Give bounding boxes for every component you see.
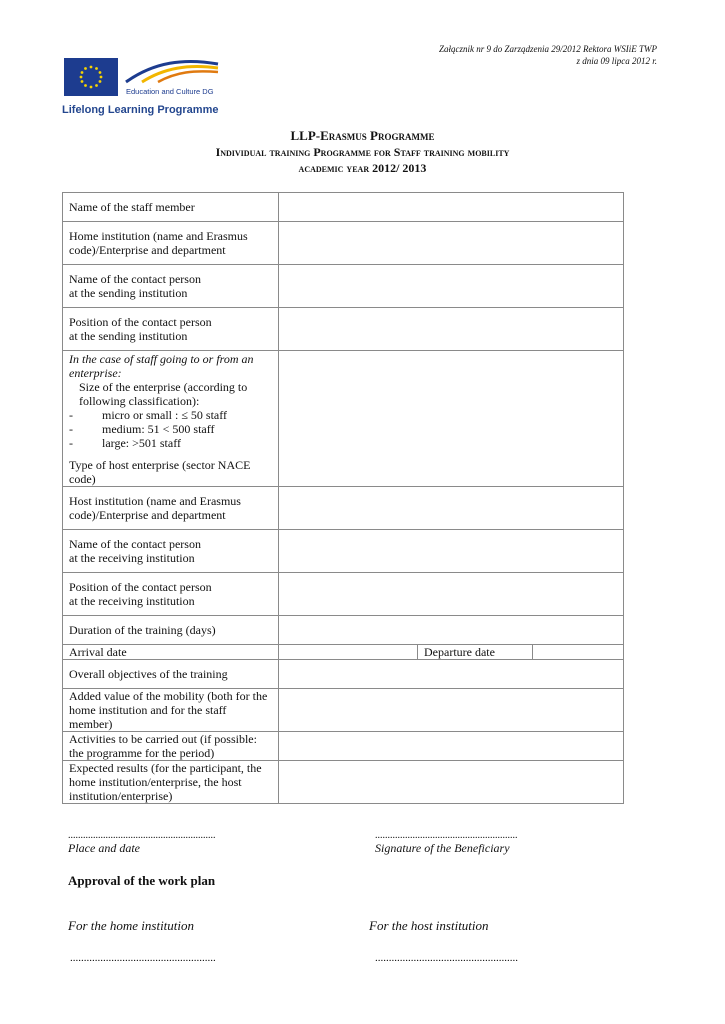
label-home-institution: Home institution (name and Erasmus code)/Enterprise and department: [63, 222, 279, 265]
table-row: [63, 660, 624, 689]
label-sending-position: Position of the contact person at the sending institution: [63, 308, 279, 351]
label-departure-date: Departure date: [418, 645, 533, 660]
input-arrival-date[interactable]: [279, 645, 418, 660]
table-row: [63, 689, 624, 732]
annex-line-2: z dnia 09 lipca 2012 r.: [576, 56, 657, 66]
label-added-value: Added value of the mobility (both for the home institution and for the staff member): [63, 689, 279, 732]
table-row: [63, 308, 624, 351]
eu-flag-icon: [64, 58, 118, 96]
table-row: [63, 487, 624, 530]
input-expected-results[interactable]: [279, 761, 624, 804]
input-activities[interactable]: [279, 732, 624, 761]
beneficiary-signature-caption: Signature of the Beneficiary: [375, 841, 510, 855]
table-row: [63, 761, 624, 804]
label-objectives: Overall objectives of the training: [63, 660, 279, 689]
input-enterprise-info[interactable]: [279, 351, 624, 487]
logo-programme-label: Lifelong Learning Programme: [62, 104, 219, 116]
annex-note: [439, 43, 657, 67]
title-line-3: academic year 2012/ 2013: [298, 161, 427, 175]
table-row: [63, 351, 624, 487]
table-row: [63, 732, 624, 761]
table-row: [63, 530, 624, 573]
title-line-2: Individual training Programme for Staff training mobility: [215, 145, 510, 159]
host-institution-label: For the host institution: [369, 918, 489, 933]
document-title: [0, 128, 725, 176]
label-receiving-contact: Name of the contact person at the receiving institution: [63, 530, 279, 573]
label-staff-name: Name of the staff member: [63, 193, 279, 222]
input-objectives[interactable]: [279, 660, 624, 689]
input-receiving-position[interactable]: [279, 573, 624, 616]
home-signature-line[interactable]: .....................................................: [70, 952, 216, 964]
label-arrival-date: Arrival date: [63, 645, 279, 660]
approval-heading: Approval of the work plan: [68, 873, 216, 888]
input-added-value[interactable]: [279, 689, 624, 732]
input-sending-position[interactable]: [279, 308, 624, 351]
swoosh-icon: [124, 56, 220, 86]
input-duration[interactable]: [279, 616, 624, 645]
home-institution-label: For the home institution: [68, 918, 195, 933]
training-programme-table: [62, 192, 624, 804]
place-date-block: [68, 830, 216, 856]
input-receiving-contact[interactable]: [279, 530, 624, 573]
place-date-line[interactable]: ...........................................................: [68, 830, 216, 841]
label-activities: Activities to be carried out (if possible: the programme for the period): [63, 732, 279, 761]
label-receiving-position: Position of the contact person at the receiving institution: [63, 573, 279, 616]
label-duration: Duration of the training (days): [63, 616, 279, 645]
llp-logo: [62, 56, 222, 120]
table-row: [63, 645, 624, 660]
label-enterprise-info: In the case of staff going to or from an enterprise: Size of the enterprise (according to following classification): - micro or small : ≤ 50 staff - medium: 51 < 500 staff - large: >501 staff Type of host enterprise (sector NACE code): [63, 351, 279, 487]
table-row: [63, 573, 624, 616]
input-home-institution[interactable]: [279, 222, 624, 265]
beneficiary-signature-line[interactable]: .........................................................: [375, 830, 518, 841]
host-signature-line[interactable]: ....................................................: [375, 952, 518, 964]
title-line-1: LLP-Erasmus Programme: [290, 128, 435, 143]
logo-dg-label: Education and Culture DG: [126, 87, 214, 96]
label-expected-results: Expected results (for the participant, the home institution/enterprise, the host institution/enterprise): [63, 761, 279, 804]
table-row: [63, 265, 624, 308]
table-row: [63, 222, 624, 265]
place-date-caption: Place and date: [68, 841, 140, 855]
label-host-institution: Host institution (name and Erasmus code)/Enterprise and department: [63, 487, 279, 530]
input-sending-contact[interactable]: [279, 265, 624, 308]
input-staff-name[interactable]: [279, 193, 624, 222]
label-sending-contact: Name of the contact person at the sending institution: [63, 265, 279, 308]
annex-line-1: Załącznik nr 9 do Zarządzenia 29/2012 Rektora WSIiE TWP: [439, 44, 657, 54]
input-host-institution[interactable]: [279, 487, 624, 530]
table-row: [63, 616, 624, 645]
beneficiary-signature-block: [375, 830, 518, 856]
table-row: [63, 193, 624, 222]
input-departure-date[interactable]: [533, 645, 624, 660]
